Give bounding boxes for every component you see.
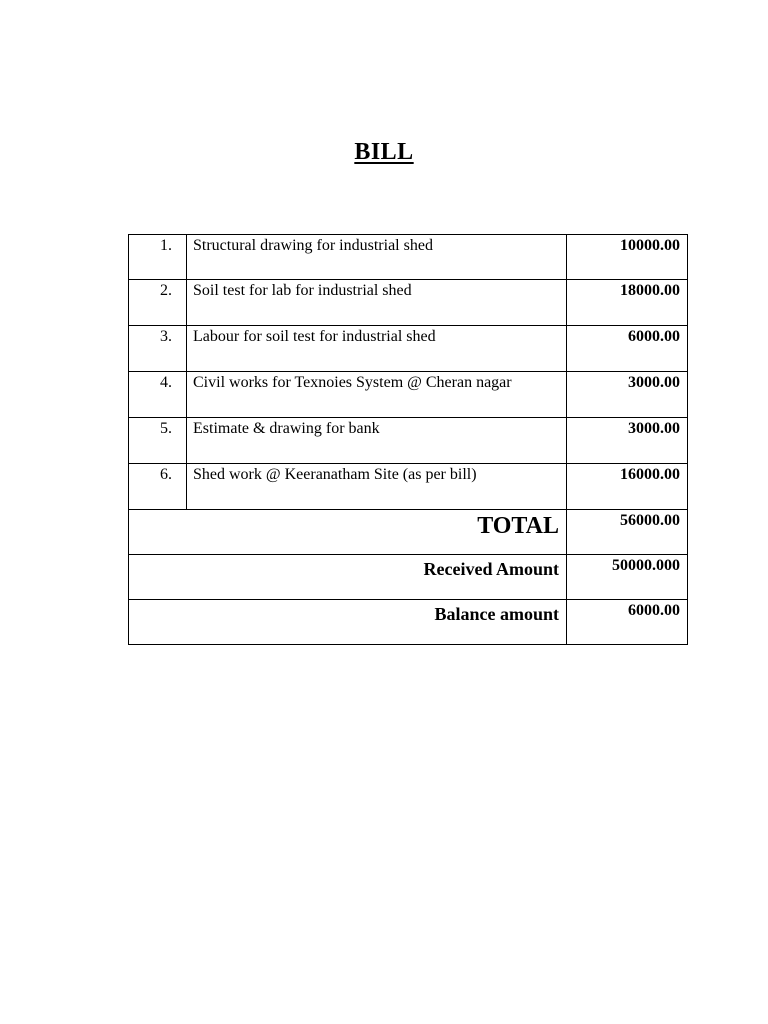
total-row bbox=[129, 510, 688, 555]
item-description: Civil works for Texnoies System @ Cheran nagar bbox=[187, 372, 567, 418]
item-amount: 3000.00 bbox=[567, 372, 688, 418]
item-number: 6. bbox=[129, 464, 187, 510]
item-number: 2. bbox=[129, 280, 187, 326]
item-amount: 3000.00 bbox=[567, 418, 688, 464]
received-label: Received Amount bbox=[129, 555, 567, 600]
table-row bbox=[129, 280, 688, 326]
item-amount: 10000.00 bbox=[567, 235, 688, 280]
item-description: Structural drawing for industrial shed bbox=[187, 235, 567, 280]
table-row bbox=[129, 464, 688, 510]
page-title: BILL bbox=[354, 139, 414, 165]
item-amount: 6000.00 bbox=[567, 326, 688, 372]
table-row bbox=[129, 326, 688, 372]
table-row bbox=[129, 418, 688, 464]
table-row bbox=[129, 372, 688, 418]
item-amount: 16000.00 bbox=[567, 464, 688, 510]
bill-table bbox=[128, 234, 688, 645]
item-amount: 18000.00 bbox=[567, 280, 688, 326]
item-description: Estimate & drawing for bank bbox=[187, 418, 567, 464]
item-number: 5. bbox=[129, 418, 187, 464]
item-description: Labour for soil test for industrial shed bbox=[187, 326, 567, 372]
item-number: 3. bbox=[129, 326, 187, 372]
balance-label: Balance amount bbox=[129, 600, 567, 645]
total-amount: 56000.00 bbox=[567, 510, 688, 555]
received-amount: 50000.000 bbox=[567, 555, 688, 600]
received-row bbox=[129, 555, 688, 600]
item-description: Soil test for lab for industrial shed bbox=[187, 280, 567, 326]
balance-row bbox=[129, 600, 688, 645]
total-label: TOTAL bbox=[129, 510, 567, 555]
item-number: 1. bbox=[129, 235, 187, 280]
balance-amount: 6000.00 bbox=[567, 600, 688, 645]
item-description: Shed work @ Keeranatham Site (as per bill) bbox=[187, 464, 567, 510]
item-number: 4. bbox=[129, 372, 187, 418]
table-row bbox=[129, 235, 688, 280]
